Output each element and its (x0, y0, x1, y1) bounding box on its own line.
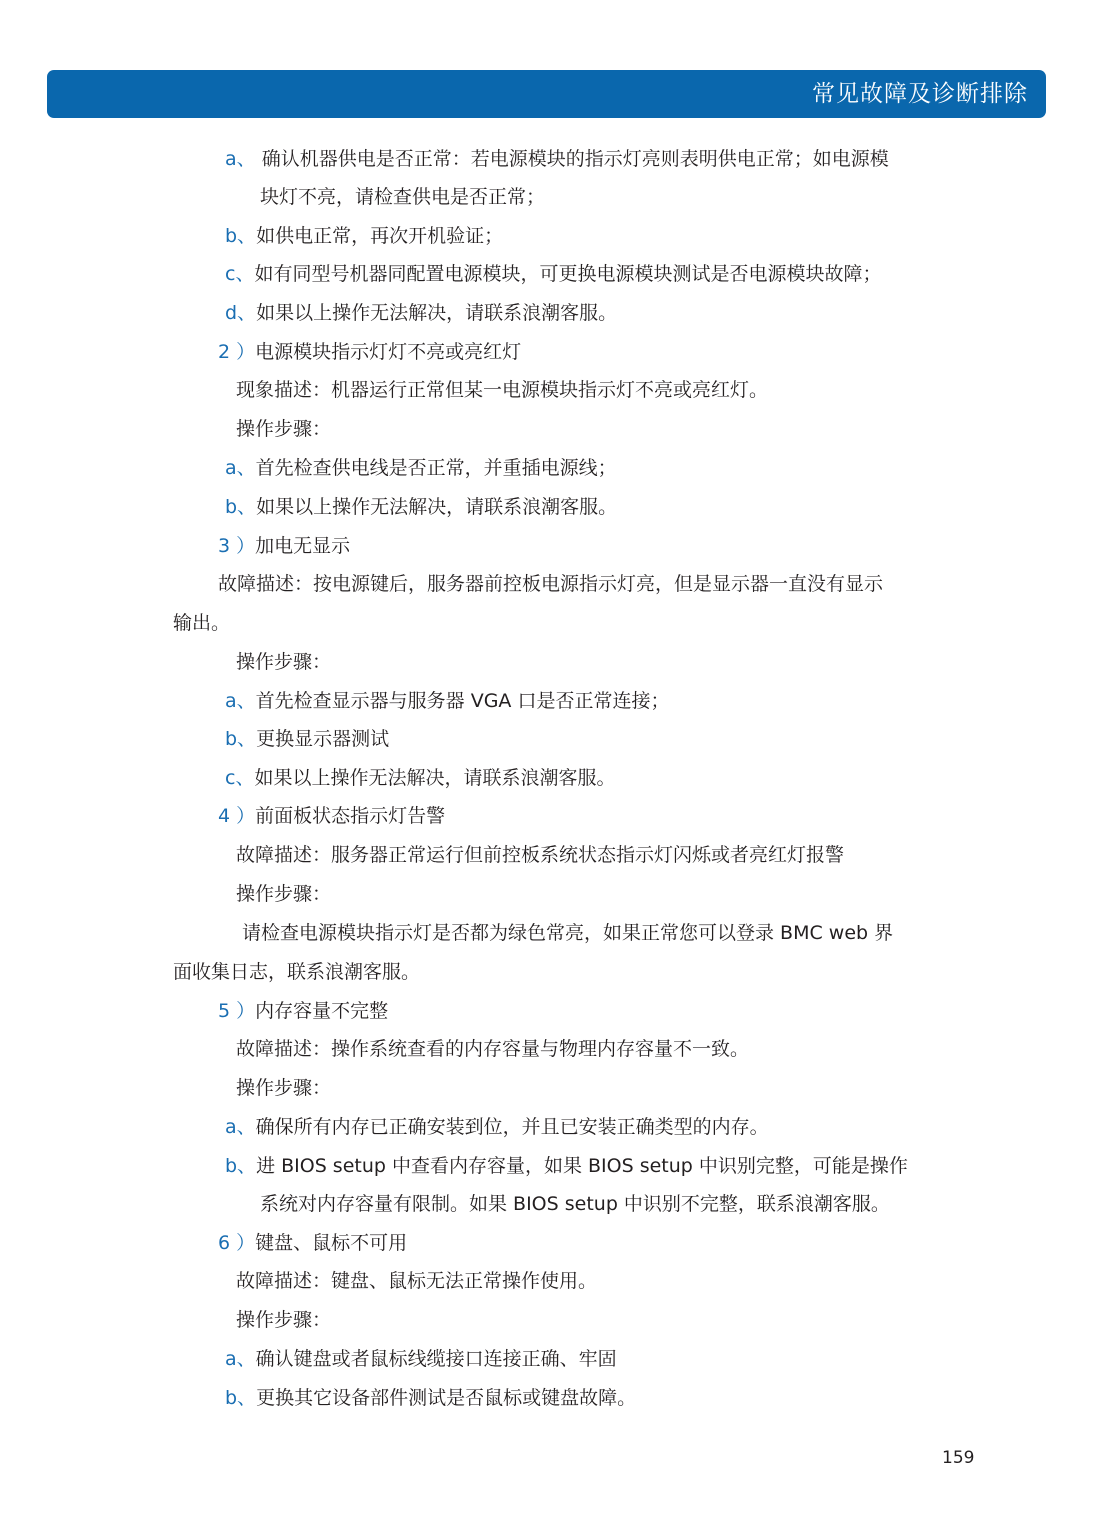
line-text: 确认键盘或者鼠标线缆接口连接正确、牢固 (255, 1348, 617, 1370)
line-text: 确保所有内存已正确安装到位，并且已安装正确类型的内存。 (255, 1116, 769, 1138)
chapter-title: 常见故障及诊断排除 (812, 81, 1028, 107)
line-text: 操作步骤： (236, 883, 332, 905)
text-line (218, 571, 883, 597)
list-marker: b、 (225, 225, 257, 247)
text-line (225, 223, 503, 249)
line-text: 系统对内存容量有限制。如果 BIOS setup 中识别不完整，联系浪潮客服。 (260, 1193, 890, 1215)
list-marker: a、 (225, 457, 256, 479)
line-text: 操作步骤： (236, 651, 332, 673)
line-text: 现象描述：机器运行正常但某一电源模块指示灯不亮或亮红灯。 (236, 379, 769, 401)
text-line (236, 1036, 749, 1062)
text-line (225, 1153, 908, 1179)
text-line (236, 1307, 331, 1333)
line-text: 如有同型号机器同配置电源模块，可更换电源模块测试是否电源模块故障； (254, 263, 882, 285)
text-line (260, 1191, 890, 1217)
text-line (173, 610, 230, 636)
text-line (225, 726, 389, 752)
line-text: 更换其它设备部件测试是否鼠标或键盘故障。 (256, 1387, 637, 1409)
text-line (173, 959, 420, 985)
line-text: 请检查电源模块指示灯是否都为绿色常亮，如果正常您可以登录 BMC web 界 (242, 922, 894, 944)
list-marker: a、 (225, 148, 256, 170)
list-marker: 5 ） (218, 1000, 256, 1022)
list-marker: b、 (225, 1387, 257, 1409)
text-line (225, 455, 617, 481)
text-line (236, 842, 844, 868)
line-text: 块灯不亮，请检查供电是否正常； (260, 186, 546, 208)
list-marker: a、 (225, 690, 256, 712)
chapter-header-bar (47, 70, 1046, 118)
line-text: 内存容量不完整 (255, 1000, 389, 1022)
text-line (225, 300, 617, 326)
text-line (225, 1385, 636, 1411)
line-text: 如供电正常，再次开机验证； (256, 225, 504, 247)
text-line (225, 494, 617, 520)
text-line (225, 146, 889, 172)
text-line (218, 533, 350, 559)
line-text: 前面板状态指示灯告警 (255, 805, 446, 827)
line-text: 首先检查显示器与服务器 VGA 口是否正常连接； (255, 690, 670, 712)
list-marker: a、 (225, 1116, 256, 1138)
line-text: 输出。 (173, 612, 231, 634)
list-marker: 2 ） (218, 341, 256, 363)
text-line (225, 765, 615, 791)
text-line (236, 416, 331, 442)
list-marker: 4 ） (218, 805, 256, 827)
line-text: 操作步骤： (236, 1077, 332, 1099)
line-text: 更换显示器测试 (256, 728, 390, 750)
line-text: 面收集日志，联系浪潮客服。 (173, 961, 421, 983)
text-line (236, 377, 768, 403)
text-line (218, 339, 521, 365)
list-marker: c、 (225, 263, 255, 285)
list-marker: b、 (225, 1155, 257, 1177)
line-text: 如果以上操作无法解决，请联系浪潮客服。 (256, 302, 618, 324)
text-line (260, 184, 545, 210)
text-line (225, 688, 669, 714)
line-text: 加电无显示 (255, 535, 351, 557)
list-marker: c、 (225, 767, 255, 789)
text-line (218, 1230, 407, 1256)
text-line (242, 920, 893, 946)
page-number: 159 (942, 1448, 975, 1468)
text-line (236, 1075, 331, 1101)
list-marker: d、 (225, 302, 257, 324)
line-text: 如果以上操作无法解决，请联系浪潮客服。 (254, 767, 616, 789)
line-text: 故障描述：操作系统查看的内存容量与物理内存容量不一致。 (236, 1038, 750, 1060)
line-text: 首先检查供电线是否正常，并重插电源线； (255, 457, 617, 479)
text-line (225, 1346, 617, 1372)
text-line (225, 1114, 769, 1140)
line-text: 故障描述：按电源键后，服务器前控板电源指示灯亮，但是显示器一直没有显示 (218, 573, 884, 595)
list-marker: b、 (225, 496, 257, 518)
line-text: 故障描述：键盘、鼠标无法正常操作使用。 (236, 1270, 598, 1292)
text-line (218, 998, 388, 1024)
text-line (236, 649, 331, 675)
list-marker: 6 ） (218, 1232, 256, 1254)
list-marker: b、 (225, 728, 257, 750)
list-marker: a、 (225, 1348, 256, 1370)
line-text: 进 BIOS setup 中查看内存容量，如果 BIOS setup 中识别完整，可能是操作 (256, 1155, 908, 1177)
line-text: 键盘、鼠标不可用 (255, 1232, 408, 1254)
line-text: 操作步骤： (236, 418, 332, 440)
line-text: 操作步骤： (236, 1309, 332, 1331)
text-line (225, 261, 881, 287)
text-line (236, 1268, 597, 1294)
text-line (236, 881, 331, 907)
line-text: 如果以上操作无法解决，请联系浪潮客服。 (256, 496, 618, 518)
line-text: 故障描述：服务器正常运行但前控板系统状态指示灯闪烁或者亮红灯报警 (236, 844, 845, 866)
line-text: 确认机器供电是否正常：若电源模块的指示灯亮则表明供电正常；如电源模 (255, 148, 889, 170)
line-text: 电源模块指示灯灯不亮或亮红灯 (255, 341, 522, 363)
text-line (218, 803, 445, 829)
list-marker: 3 ） (218, 535, 256, 557)
